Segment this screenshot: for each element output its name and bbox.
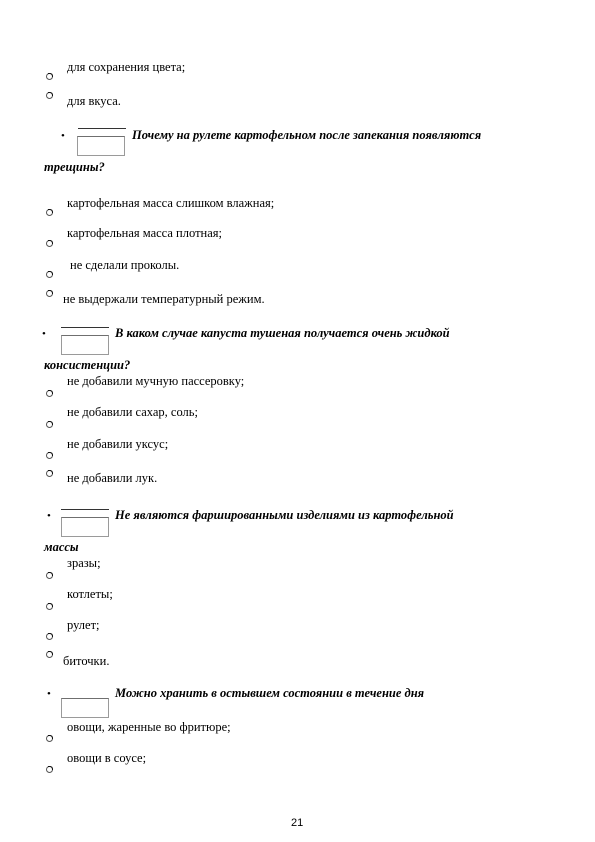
option-text: зразы; — [67, 556, 101, 570]
question-text-continued: трещины? — [44, 160, 105, 174]
option-text: не добавили уксус; — [67, 437, 169, 451]
question-text-continued: консистенции? — [44, 358, 131, 372]
radio-button-icon[interactable] — [46, 421, 53, 428]
option-text: биточки. — [63, 654, 110, 668]
radio-button-icon[interactable] — [46, 651, 53, 658]
bullet-icon: • — [47, 510, 51, 522]
radio-button-icon[interactable] — [46, 390, 53, 397]
radio-button-icon[interactable] — [46, 271, 53, 278]
question-text: Почему на рулете картофельном после запекания появляются — [132, 128, 482, 142]
option-text: для вкуса. — [67, 94, 121, 108]
answer-blank-line — [61, 327, 109, 328]
question-text: Не являются фаршированными изделиями из картофельной — [115, 508, 454, 522]
radio-button-icon[interactable] — [46, 633, 53, 640]
radio-button-icon[interactable] — [46, 92, 53, 99]
radio-button-icon[interactable] — [46, 73, 53, 80]
radio-button-icon[interactable] — [46, 470, 53, 477]
radio-button-icon[interactable] — [46, 290, 53, 297]
answer-input-box[interactable] — [77, 136, 125, 156]
radio-button-icon[interactable] — [46, 603, 53, 610]
option-text: не выдержали температурный режим. — [63, 292, 265, 306]
radio-button-icon[interactable] — [46, 452, 53, 459]
option-text: рулет; — [67, 618, 100, 632]
page-number: 21 — [291, 817, 304, 829]
option-text: овощи в соусе; — [67, 751, 147, 765]
option-text: котлеты; — [67, 587, 113, 601]
question-text: В каком случае капуста тушеная получается очень жидкой — [115, 326, 450, 340]
radio-button-icon[interactable] — [46, 766, 53, 773]
option-text: не добавили мучную пассеровку; — [67, 374, 245, 388]
bullet-icon: • — [42, 328, 46, 340]
bullet-icon: • — [47, 688, 51, 700]
radio-button-icon[interactable] — [46, 572, 53, 579]
option-text: не добавили лук. — [67, 471, 158, 485]
radio-button-icon[interactable] — [46, 240, 53, 247]
option-text: овощи, жаренные во фритюре; — [67, 720, 231, 734]
bullet-icon: • — [61, 130, 65, 142]
answer-input-box[interactable] — [61, 517, 109, 537]
answer-input-box[interactable] — [61, 698, 109, 718]
radio-button-icon[interactable] — [46, 735, 53, 742]
question-text: Можно хранить в остывшем состоянии в течение дня — [115, 686, 425, 700]
option-text: не добавили сахар, соль; — [67, 405, 198, 419]
answer-blank-line — [78, 128, 126, 129]
option-text: картофельная масса плотная; — [67, 226, 222, 240]
option-text: картофельная масса слишком влажная; — [67, 196, 275, 210]
radio-button-icon[interactable] — [46, 209, 53, 216]
question-text-continued: массы — [44, 540, 79, 554]
option-text: не сделали проколы. — [70, 258, 180, 272]
option-text: для сохранения цвета; — [67, 60, 186, 74]
answer-blank-line — [61, 509, 109, 510]
answer-input-box[interactable] — [61, 335, 109, 355]
